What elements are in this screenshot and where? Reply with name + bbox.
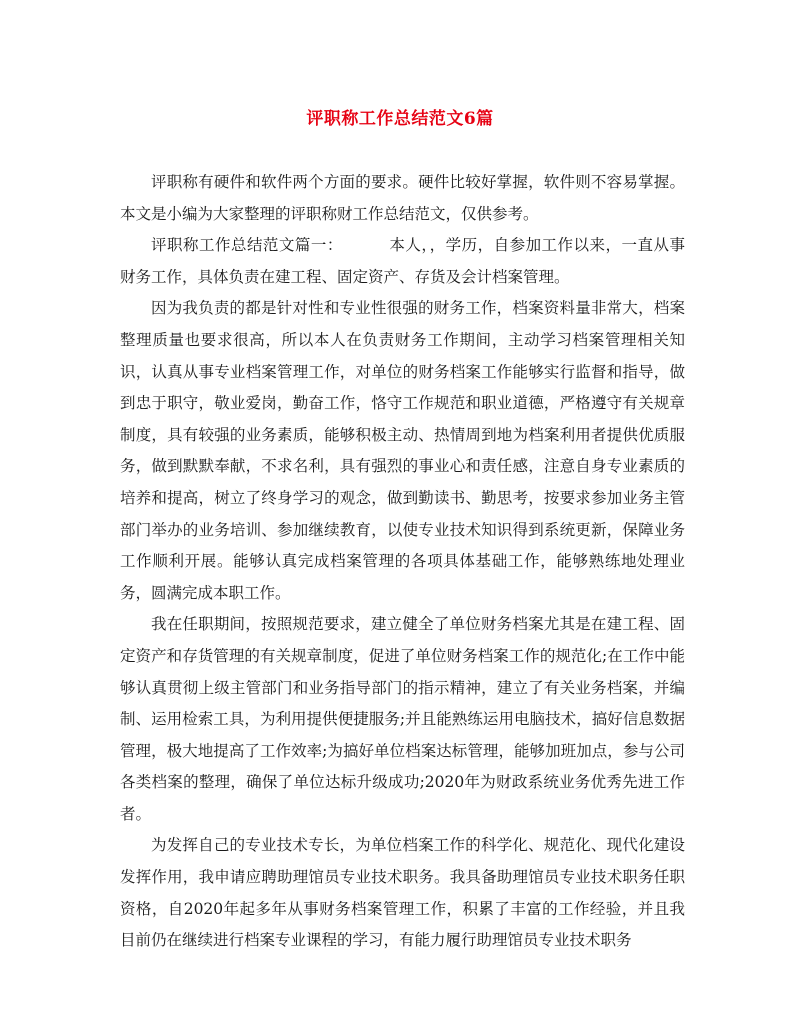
paragraph-section-one-text: 本人，，学历，自参加工作以来，一直从事财务工作，具体负责在建工程、固定资产、存货及会计档案管理。 [120, 236, 685, 286]
paragraph-section-one [120, 230, 685, 293]
document-body [120, 167, 685, 957]
paragraph-application: 为发挥自己的专业技术专长，为单位档案工作的科学化、规范化、现代化建设发挥作用，我申请应聘助理馆员专业技术职务。我具备助理馆员专业技术职务任职资格，自2020年起多年从事财务档案管理工作，积累了丰富的工作经验，并且我目前仍在继续进行档案专业课程的学习，有能力履行助理馆员专业技术职务 [120, 836, 685, 950]
paragraph-intro: 评职称有硬件和软件两个方面的要求。硬件比较好掌握，软件则不容易掌握。本文是小编为大家整理的评职称财工作总结范文，仅供参考。 [120, 173, 685, 223]
section-label: 评职称工作总结范文篇一： [151, 236, 343, 255]
paragraph-tenure: 我在任职期间，按照规范要求，建立健全了单位财务档案尤其是在建工程、固定资产和存货管理的有关规章制度，促进了单位财务档案工作的规范化;在工作中能够认真贯彻上级主管部门和业务指导部门的指示精神，建立了有关业务档案，并编制、运用检索工具，为利用提供便捷服务;并且能熟练运用电脑技术，搞好信息数据管理，极大地提高了工作效率;为搞好单位档案达标管理，能够加班加点，参与公司各类档案的整理，确保了单位达标升级成功;2020年为财政系统业务优秀先进工作者。 [120, 615, 685, 823]
paragraph-responsibilities: 因为我负责的都是针对性和专业性很强的财务工作，档案资料量非常大，档案整理质量也要求很高，所以本人在负责财务工作期间，主动学习档案管理相关知识，认真从事专业档案管理工作，对单位的财务档案工作能够实行监督和指导，做到忠于职守，敬业爱岗，勤奋工作，恪守工作规范和职业道德，严格遵守有关规章制度，具有较强的业务素质，能够积极主动、热情周到地为档案利用者提供优质服务，做到默默奉献，不求名利，具有强烈的事业心和责任感，注意自身专业素质的培养和提高，树立了终身学习的观念，做到勤读书、勤思考，按要求参加业务主管部门举办的业务培训、参加继续教育，以使专业技术知识得到系统更新，保障业务工作顺利开展。能够认真完成档案管理的各项具体基础工作，能够熟练地处理业务，圆满完成本职工作。 [120, 299, 685, 602]
document-title: 评职称工作总结范文6篇 [306, 109, 494, 129]
